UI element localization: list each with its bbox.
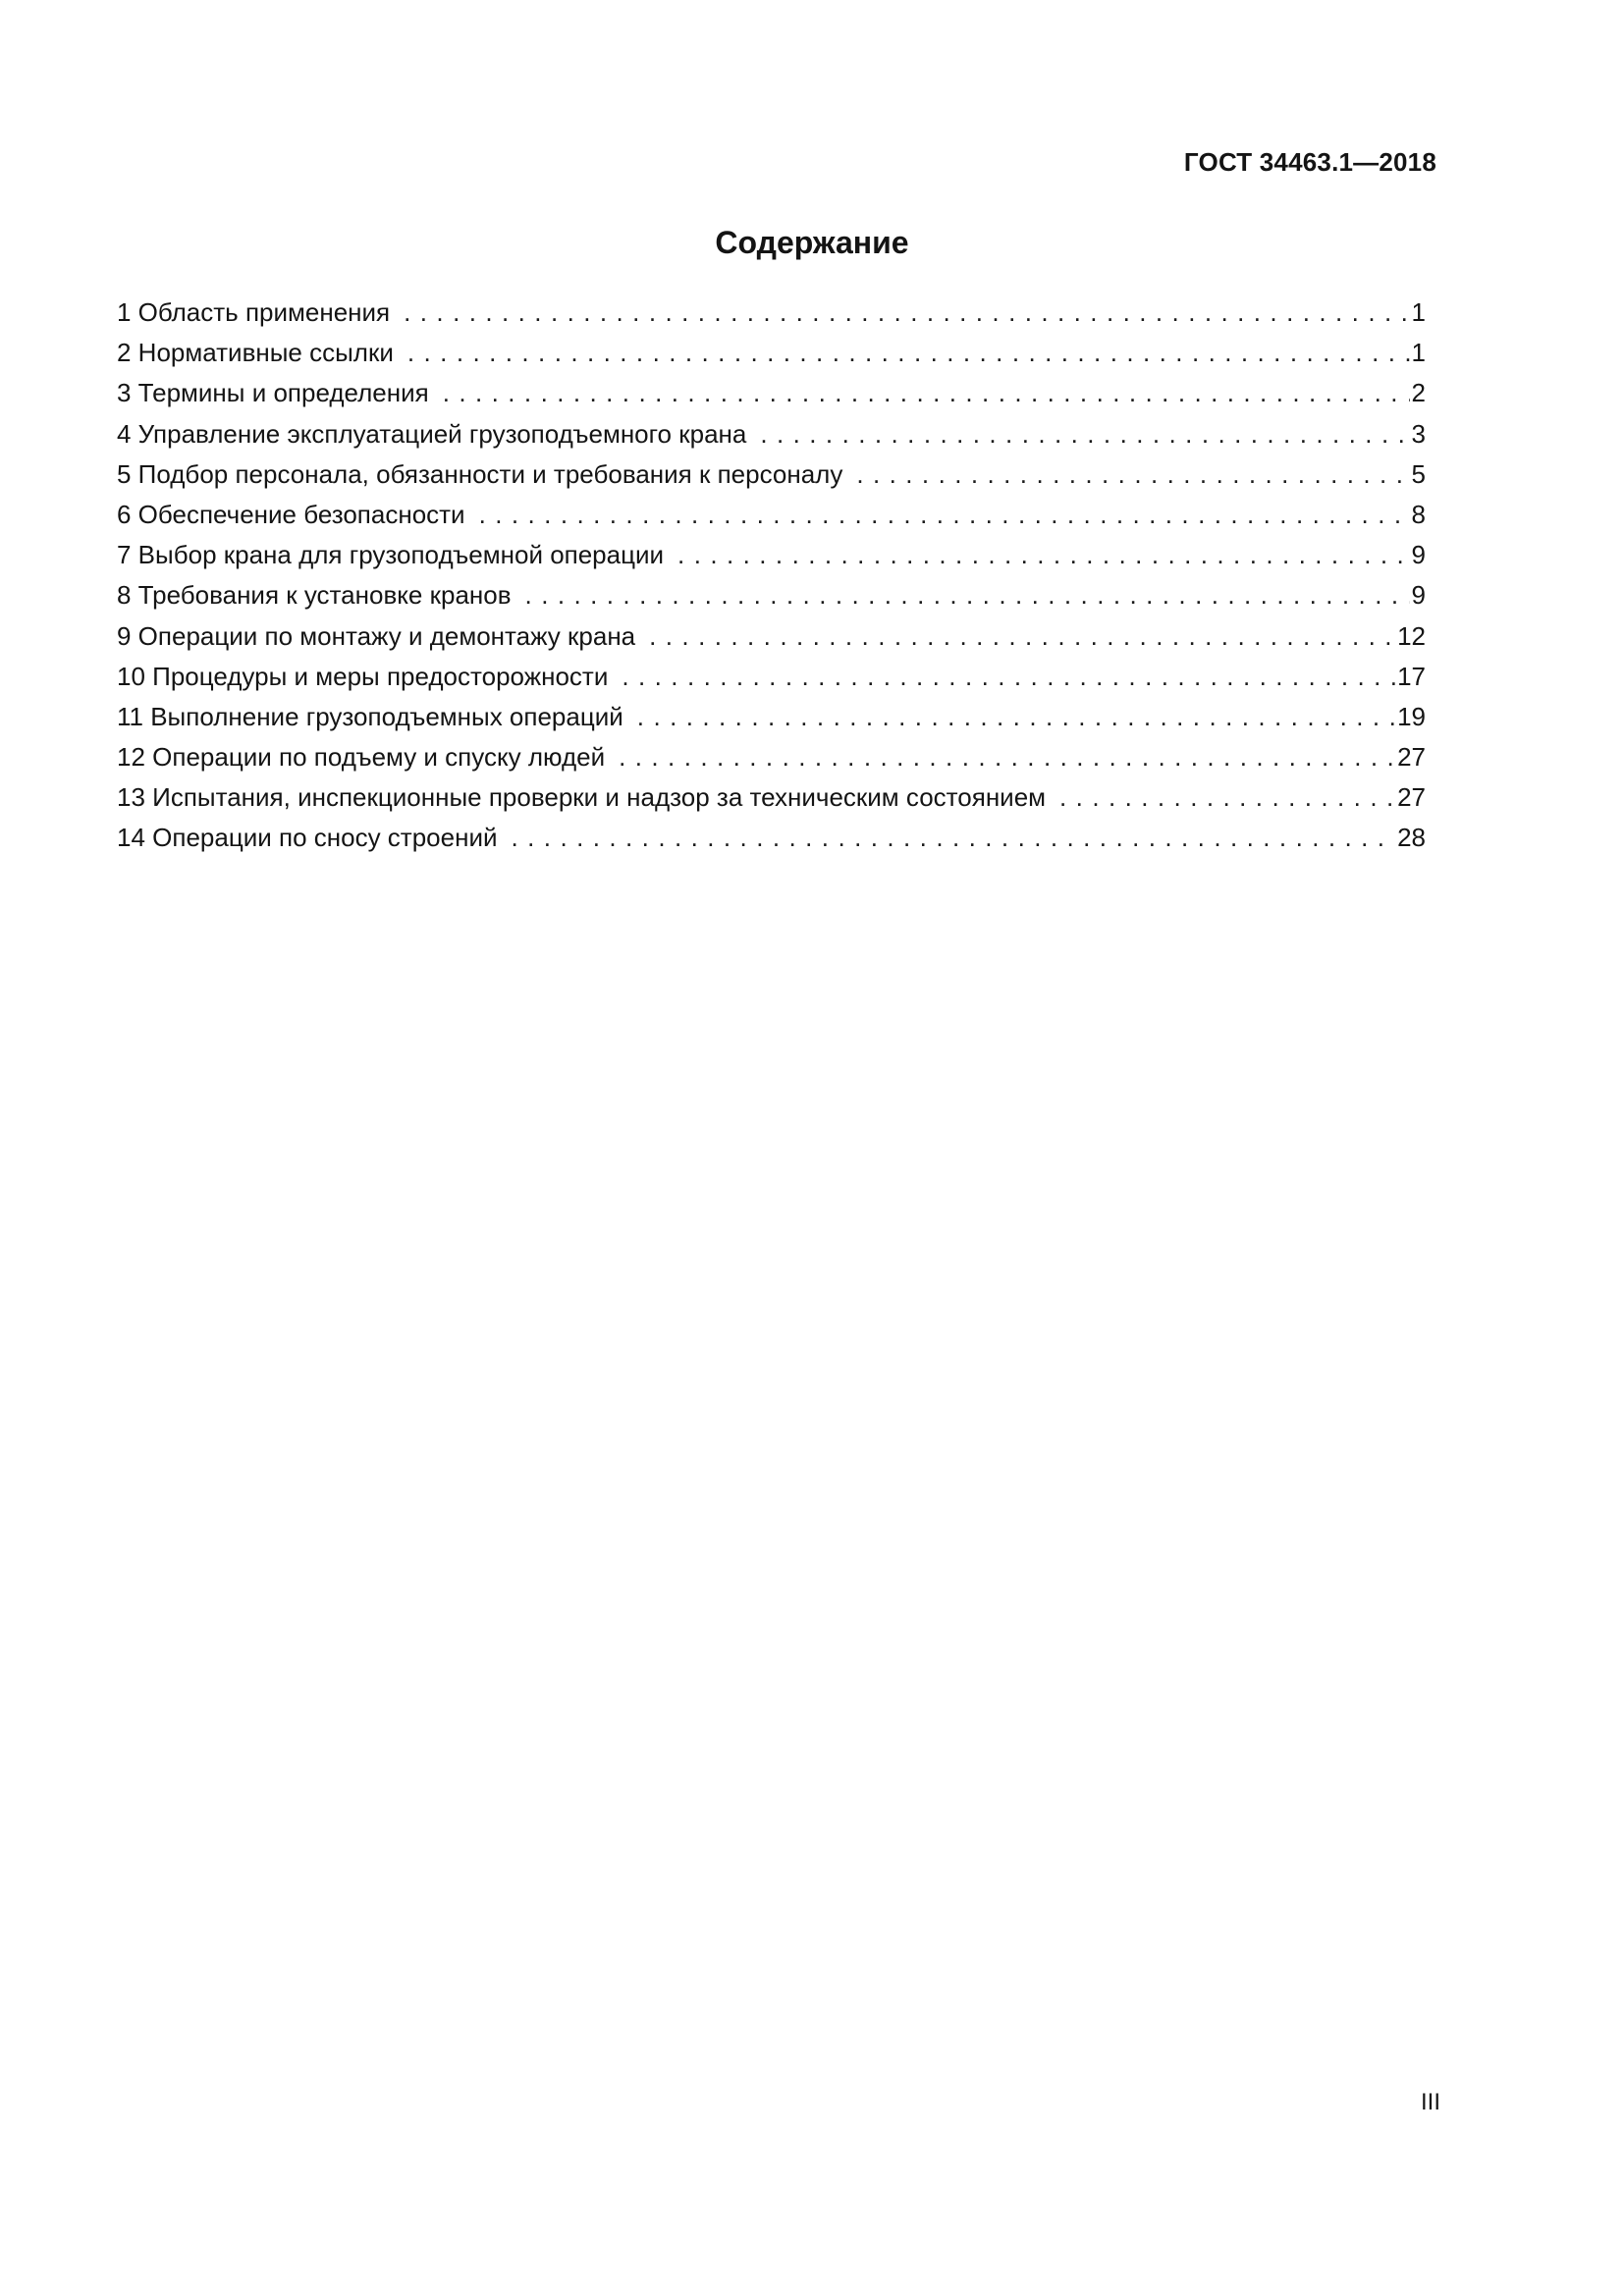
toc-entry-title: 2 Нормативные ссылки (117, 338, 394, 368)
toc-entry-title: 5 Подбор персонала, обязанности и требования к персоналу (117, 458, 843, 489)
toc-entry-page: 2 (1411, 378, 1426, 408)
toc-dot-leader (619, 742, 1395, 773)
toc-entry[interactable] (117, 621, 1426, 662)
toc-dot-leader (637, 702, 1395, 732)
toc-dot-leader (856, 459, 1409, 490)
document-code: ГОСТ 34463.1—2018 (1183, 147, 1436, 177)
toc-entry-title: 6 Обеспечение безопасности (117, 499, 465, 529)
toc-entry-page: 3 (1411, 418, 1426, 449)
toc-dot-leader (1059, 782, 1395, 813)
toc-entry-title: 1 Область применения (117, 297, 391, 327)
toc-entry-page: 17 (1397, 661, 1426, 691)
toc-entry[interactable] (117, 419, 1426, 459)
toc-entry[interactable] (117, 580, 1426, 620)
toc-entry-page: 27 (1397, 742, 1426, 773)
toc-entry-page: 9 (1411, 540, 1426, 570)
toc-dot-leader (512, 823, 1396, 853)
toc-dot-leader (479, 500, 1410, 530)
toc-entry[interactable] (117, 662, 1426, 702)
toc-entry[interactable] (117, 702, 1426, 742)
toc-title: Содержание (715, 225, 909, 260)
toc-entry[interactable] (117, 378, 1426, 418)
toc-entry-title: 10 Процедуры и меры предосторожности (117, 661, 609, 691)
toc-dot-leader (677, 540, 1409, 570)
toc-entry-page: 1 (1411, 338, 1426, 368)
toc-entry[interactable] (117, 500, 1426, 540)
toc-entry-title: 7 Выбор крана для грузоподъемной операции (117, 540, 665, 570)
toc-entry[interactable] (117, 782, 1426, 823)
toc-dot-leader (760, 419, 1409, 450)
toc-entry-page: 1 (1411, 297, 1426, 327)
toc-entry[interactable] (117, 742, 1426, 782)
toc-entry-page: 19 (1397, 701, 1426, 731)
toc-entry-page: 9 (1411, 580, 1426, 611)
toc-entry-title: 3 Термины и определения (117, 378, 429, 408)
toc-entry-page: 12 (1397, 620, 1426, 651)
toc-entry-title: 14 Операции по сносу строений (117, 823, 498, 853)
toc-dot-leader (407, 338, 1410, 368)
toc-dot-leader (525, 580, 1410, 611)
toc-entry-title: 4 Управление эксплуатацией грузоподъемного крана (117, 418, 747, 449)
toc-dot-leader (649, 621, 1395, 652)
toc-entry-title: 13 Испытания, инспекционные проверки и надзор за техническим состоянием (117, 782, 1047, 813)
page-number: III (1420, 2089, 1440, 2115)
toc-entry-title: 12 Операции по подъему и спуску людей (117, 742, 606, 773)
toc-entry[interactable] (117, 338, 1426, 378)
toc-entry[interactable] (117, 297, 1426, 338)
toc-entry[interactable] (117, 540, 1426, 580)
toc-dot-leader (404, 297, 1409, 328)
toc-dot-leader (622, 662, 1395, 692)
toc-entry-page: 27 (1397, 782, 1426, 813)
toc-entry[interactable] (117, 459, 1426, 500)
toc-entry[interactable] (117, 823, 1426, 863)
toc-entry-title: 9 Операции по монтажу и демонтажу крана (117, 620, 636, 651)
toc-list (117, 297, 1426, 864)
toc-entry-title: 8 Требования к установке кранов (117, 580, 512, 611)
toc-entry-page: 8 (1411, 499, 1426, 529)
toc-entry-title: 11 Выполнение грузоподъемных операций (117, 701, 623, 731)
toc-dot-leader (443, 378, 1410, 408)
toc-entry-page: 5 (1411, 458, 1426, 489)
toc-entry-page: 28 (1397, 823, 1426, 853)
